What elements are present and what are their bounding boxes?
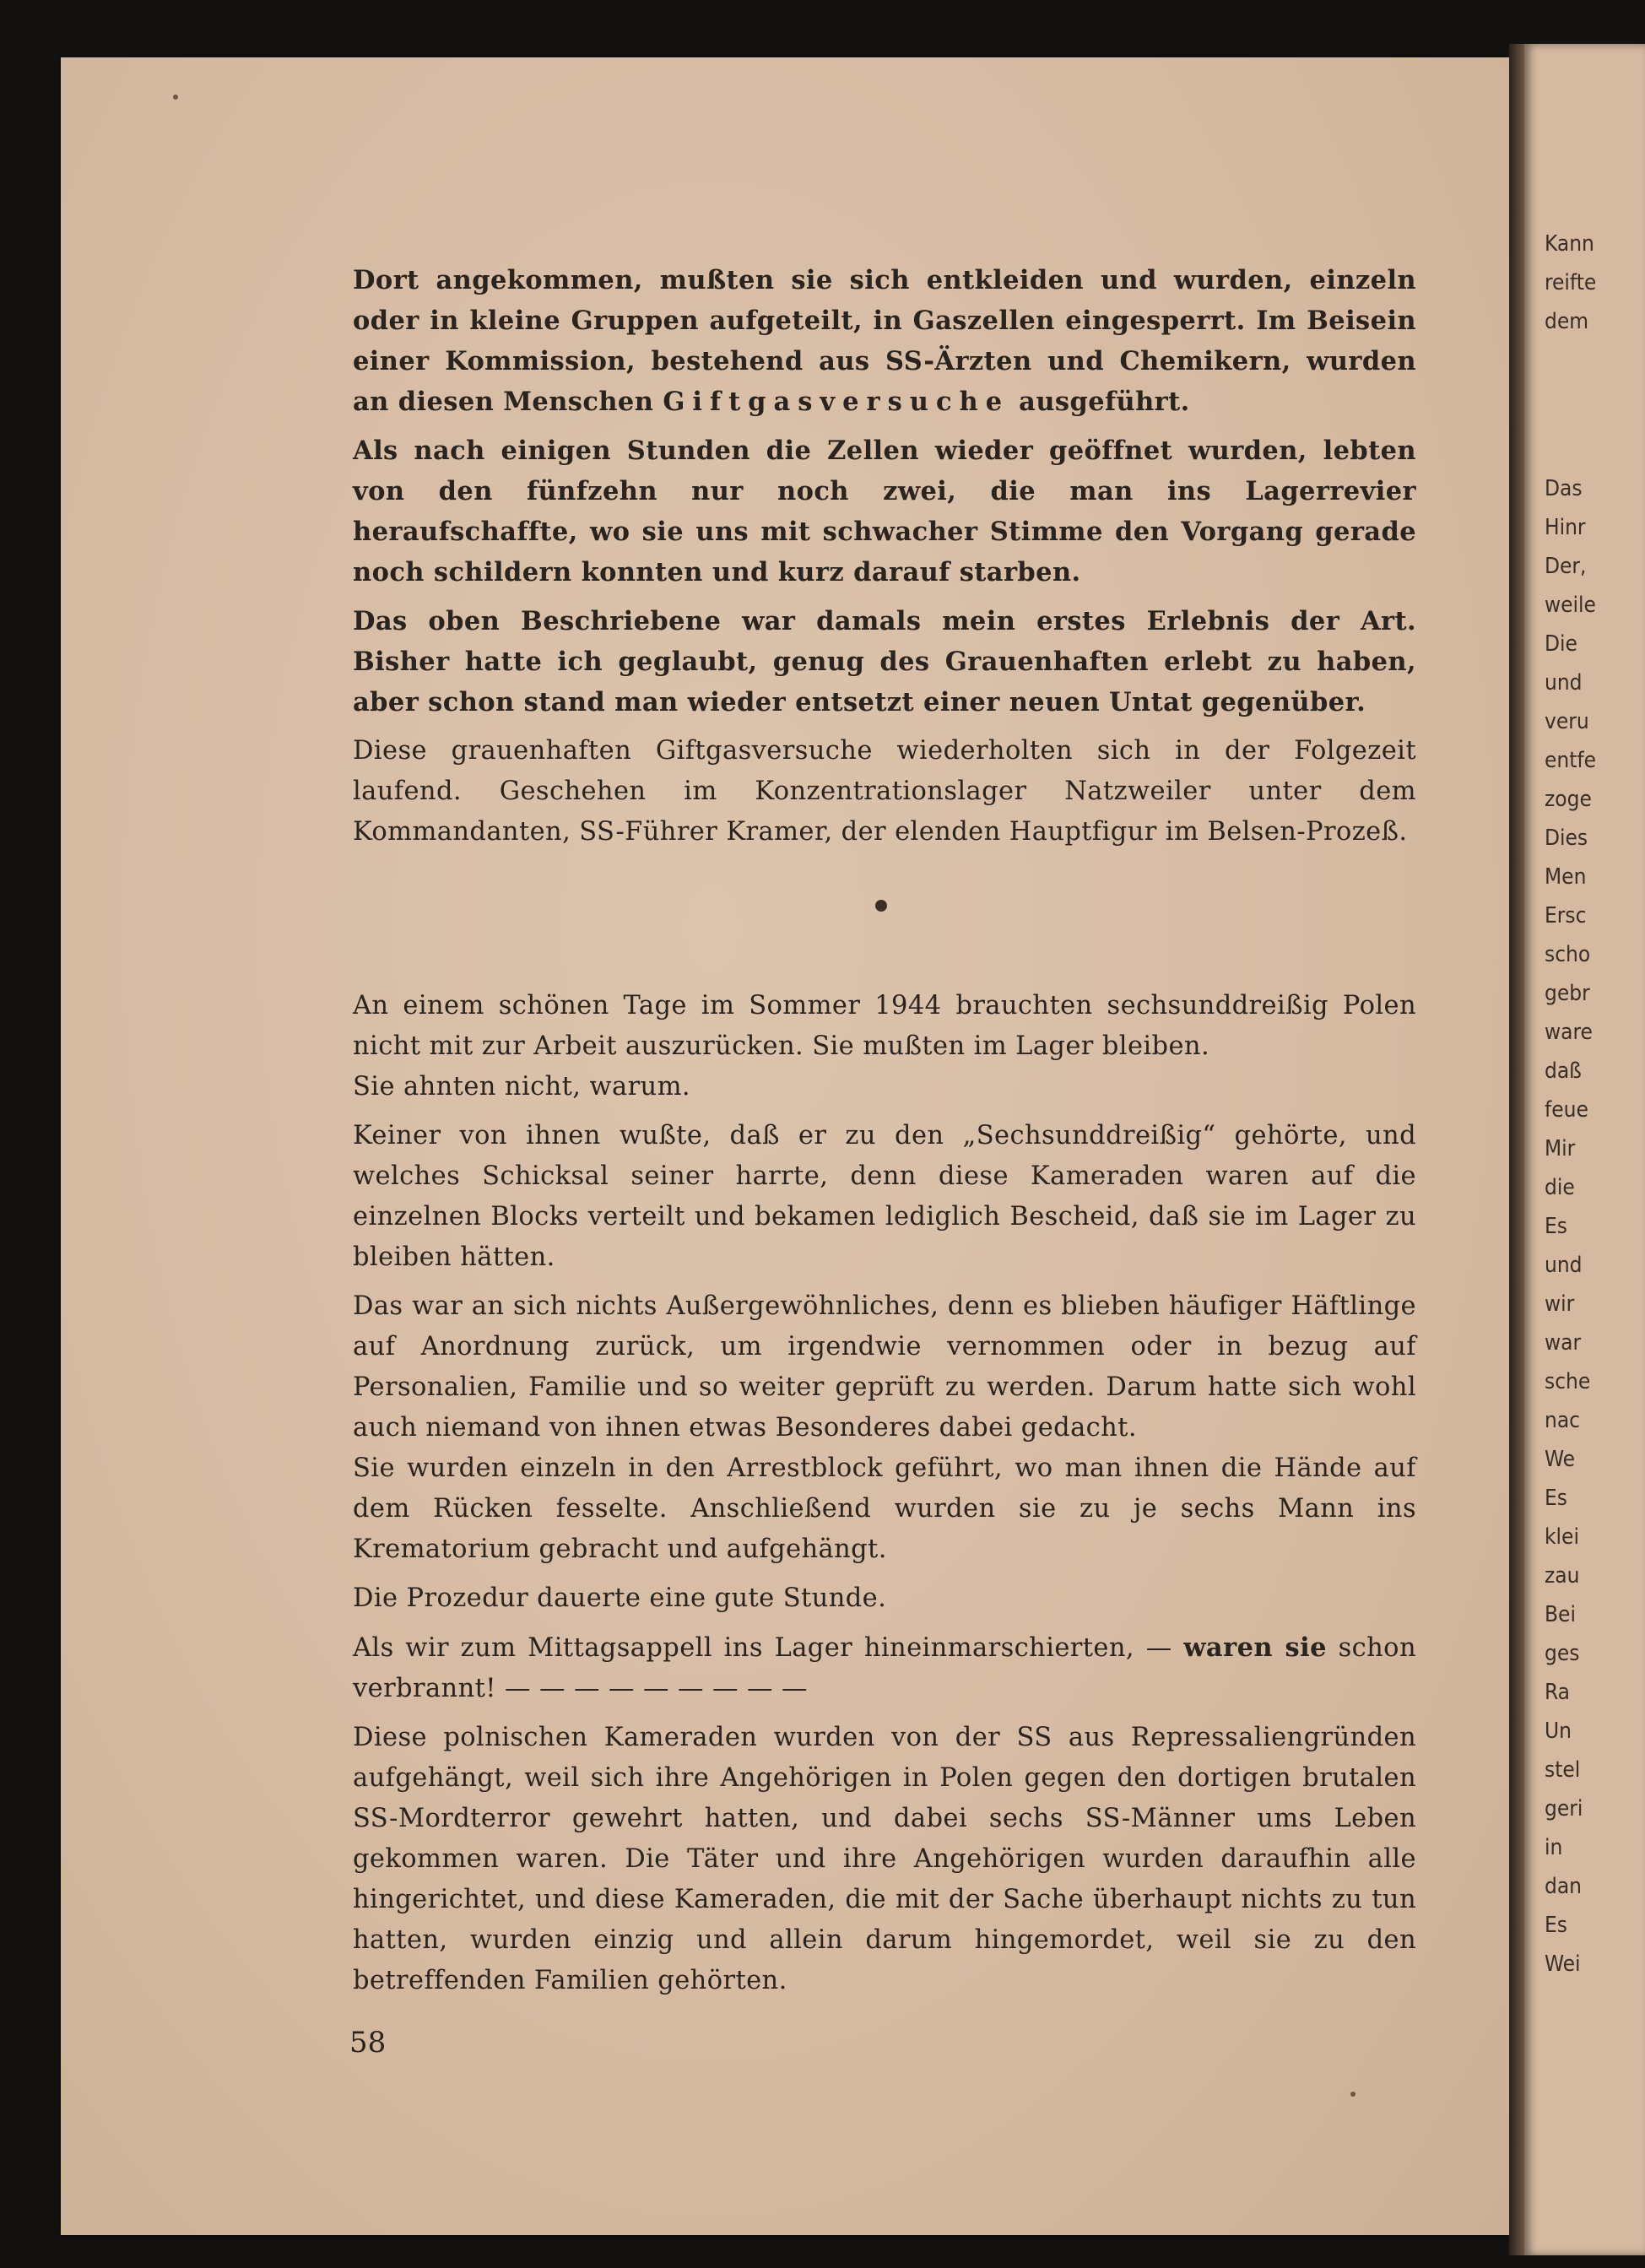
fragment: Ersc <box>1545 903 1587 928</box>
paragraph: Diese polnischen Kameraden wurden von der SS aus Repressaliengründen aufgehängt, weil sich ihre Angehörigen in Polen gegen den dortigen brutalen SS-Mordterror gewehrt hatten, und dabei sechs SS-Männer ums Leben gekommen waren. Die Täter und ihre Angehörigen wurden daraufhin alle hingerichtet, und diese Kameraden, die mit der Sache überhaupt nichts zu tun hatten, wurden einzig und allein darum hingemordet, weil sie zu den betreffenden Familien gehörten. <box>353 1723 1416 1995</box>
fragment: Dies <box>1545 825 1588 851</box>
paragraph: Sie wurden einzeln in den Arrestblock geführt, wo man ihnen die Hände auf dem Rücken fesselte. Anschließend wurden sie zu je sechs Mann ins Krematorium gebracht und aufgehängt. <box>353 1453 1416 1564</box>
fragment: Kann <box>1545 231 1594 257</box>
section-separator-dot <box>875 900 887 912</box>
fragment: Die <box>1545 631 1577 657</box>
fragment: entfe <box>1545 748 1597 773</box>
fragment: daß <box>1545 1058 1582 1084</box>
fragment: zau <box>1545 1563 1580 1589</box>
fragment: ware <box>1545 1020 1593 1045</box>
fragment: dan <box>1545 1874 1583 1899</box>
fragment: We <box>1545 1447 1576 1472</box>
fragment: und <box>1545 670 1583 696</box>
paragraph: Sie ahnten nicht, warum. <box>353 1072 691 1102</box>
fragment: Un <box>1545 1719 1572 1744</box>
paragraph: Dort angekommen, mußten sie sich entkleiden und wurden, einzeln oder in kleine Gruppen aufgeteilt, in Gaszellen eingesperrt. Im Beisein einer Kommission, bestehend aus SS-Ärzten und Chemikern, wurden an diesen Menschen Giftgasversuche ausgeführt. <box>353 265 1416 417</box>
paragraph: Keiner von ihnen wußte, daß er zu den „Sechsunddreißig“ gehörte, und welches Schicksal seiner harrte, denn diese Kameraden waren auf die einzelnen Blocks verteilt und bekamen lediglich Bescheid, daß sie im Lager zu bleiben hätten. <box>353 1121 1416 1272</box>
fragment: dem <box>1545 309 1589 334</box>
paper-speck <box>1350 2092 1356 2097</box>
fragment: veru <box>1545 709 1589 734</box>
fragment: zoge <box>1545 787 1592 812</box>
paragraph: Die Prozedur dauerte eine gute Stunde. <box>353 1583 887 1613</box>
fragment: Mir <box>1545 1136 1576 1161</box>
fragment: stel <box>1545 1757 1581 1783</box>
fragment: die <box>1545 1175 1575 1200</box>
fragment: nac <box>1545 1408 1581 1433</box>
right-book-page-fragment <box>1524 44 1645 2255</box>
fragment: in <box>1545 1835 1563 1860</box>
fragment: Es <box>1545 1214 1567 1239</box>
fragment: Bei <box>1545 1602 1576 1627</box>
section-polish-prisoners <box>353 986 1416 2010</box>
fragment: wir <box>1545 1291 1575 1317</box>
fragment: und <box>1545 1253 1583 1278</box>
paragraph: Diese grauenhaften Giftgasversuche wiederholten sich in der Folgezeit laufend. Geschehen im Konzentrationslager Natzweiler unter dem Kommandanten, SS-Führer Kramer, der elenden Hauptfigur im Belsen-Prozeß. <box>353 736 1416 847</box>
fragment: feue <box>1545 1097 1588 1123</box>
fragment: Hinr <box>1545 515 1586 540</box>
fragment: gebr <box>1545 981 1590 1006</box>
fragment: Ra <box>1545 1680 1571 1705</box>
book-gutter <box>1509 44 1524 2255</box>
fragment: Wei <box>1545 1951 1581 1977</box>
fragment: scho <box>1545 942 1591 967</box>
fragment: klei <box>1545 1524 1579 1550</box>
paragraph: Als nach einigen Stunden die Zellen wieder geöffnet wurden, lebten von den fünfzehn nur noch zwei, die man ins Lagerrevier heraufschaffte, wo sie uns mit schwacher Stimme den Vorgang gerade noch schildern konnten und kurz darauf starben. <box>353 436 1416 587</box>
fragment: Es <box>1545 1913 1567 1938</box>
fragment: reifte <box>1545 270 1597 295</box>
fragment: Der, <box>1545 554 1587 579</box>
paragraph: An einem schönen Tage im Sommer 1944 brauchten sechsunddreißig Polen nicht mit zur Arbeit auszurücken. Sie mußten im Lager bleiben. <box>353 991 1416 1061</box>
fragment: Men <box>1545 864 1587 890</box>
fragment: Das <box>1545 476 1583 501</box>
paper-speck <box>173 95 178 100</box>
fragment: geri <box>1545 1796 1583 1821</box>
fragment: war <box>1545 1330 1582 1356</box>
fragment: Es <box>1545 1486 1567 1511</box>
fragment: sche <box>1545 1369 1591 1394</box>
paragraph: Als wir zum Mittagsappell ins Lager hineinmarschierten, — waren sie schon verbrannt! — — — — — — — — — <box>353 1632 1416 1703</box>
paragraph: Das war an sich nichts Außergewöhnliches, denn es blieben häufiger Häftlinge auf Anordnung zurück, um irgendwie vernommen oder in bezug auf Personalien, Familie und so weiter geprüft zu werden. Darum hatte sich wohl auch niemand von ihnen etwas Besonderes dabei gedacht. <box>353 1291 1416 1443</box>
section-gas-experiments <box>353 260 1416 861</box>
fragment: weile <box>1545 593 1596 618</box>
fragment: ges <box>1545 1641 1580 1666</box>
page-number: 58 <box>349 2026 387 2060</box>
emphasized-word: Giftgasversuche <box>663 387 1010 417</box>
paragraph: Das oben Beschriebene war damals mein erstes Erlebnis der Art. Bisher hatte ich geglaubt, genug des Grauenhaften erlebt zu haben, aber schon stand man wieder entsetzt einer neuen Untat gegenüber. <box>353 606 1416 717</box>
